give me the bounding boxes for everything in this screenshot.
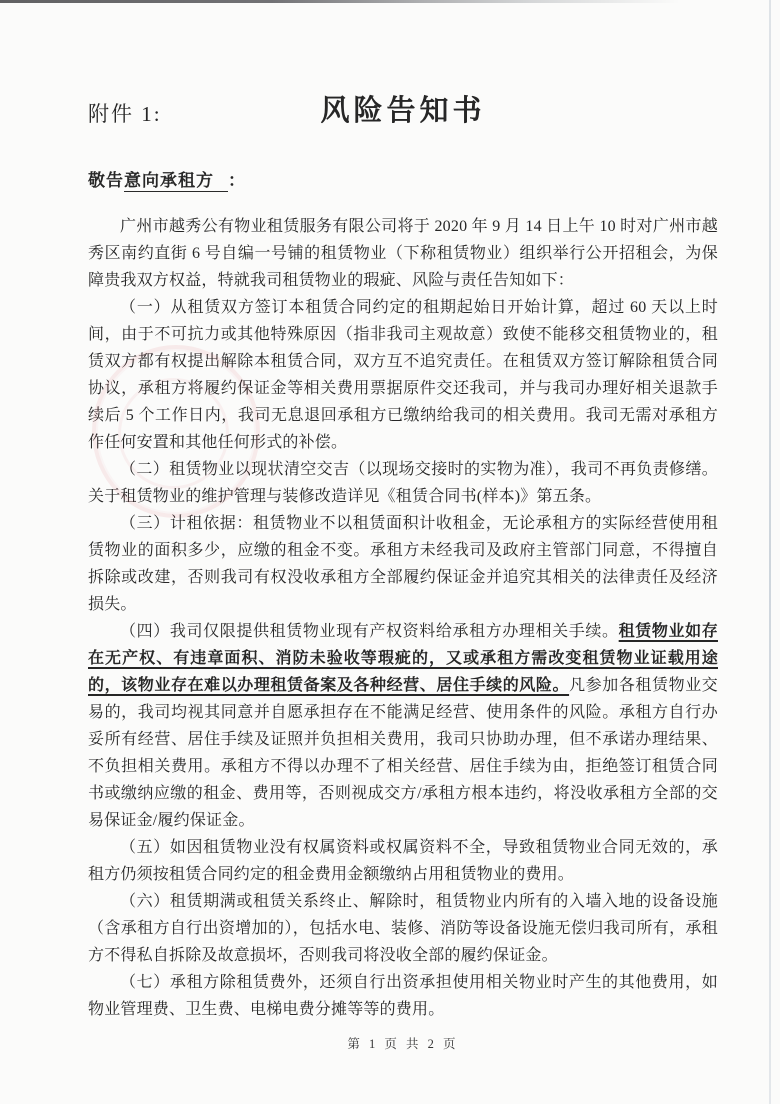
paragraph-clause-2: （二）租赁物业以现状清空交吉（以现场交接时的实物为准），我司不再负责修缮。关于租赁物业的维护管理与装修改造详见《租赁合同书(样本)》第五条。 (88, 461, 718, 505)
attachment-label: 附件 1: (88, 102, 162, 126)
paragraph-clause-3: （三）计租依据：租赁物业不以租赁面积计收租金，无论承租方的实际经营使用租赁物业的面积多少，应缴的租金不变。承租方未经我司及政府主管部门同意，不得擅自拆除或改建，否则我司有权没收承租方全部履约保证金并追究其相关的法律责任及经济损失。 (88, 515, 718, 613)
scan-artifact-right-edge (769, 0, 771, 1104)
salutation-colon: ： (228, 171, 246, 190)
salutation-line (88, 166, 718, 191)
paragraph-clause-1: （一）从租赁双方签订本租赁合同约定的租期起始日开始计算，超过 60 天以上时间，由于不可抗力或其他特殊原因（指非我司主观故意）致使不能移交租赁物业的，租赁双方都有权提出解除本租赁合同，双方互不追究责任。在租赁双方签订解除租赁合同协议，承租方将履约保证金等相关费用票据原件交还我司，并与我司办理好相关退款手续后 5 个工作日内，我司无息退回承租方已缴纳给我司的相关费用。我司无需对承租方作任何安置和其他任何形式的补偿。 (88, 299, 718, 451)
document-body (88, 213, 718, 1023)
page-number-indicator: 第 1 页 共 2 页 (347, 1037, 459, 1051)
paragraph-intro: 广州市越秀公有物业租赁服务有限公司将于 2020 年 9 月 14 日上午 10 时对广州市越秀区南约直街 6 号自编一号铺的租赁物业（下称租赁物业）组织举行公开招租会，为保障贵我双方权益，特就我司租赁物业的瑕疵、风险与责任告知如下： (88, 218, 718, 289)
salutation-addressee-underlined: 意向承租方 (124, 171, 228, 192)
paragraph-clause-5: （五）如因租赁物业没有权属资料或权属资料不全，导致租赁物业合同无效的，承租方仍须按租赁合同约定的租金费用金额缴纳占用租赁物业的费用。 (88, 839, 718, 883)
paragraph-clause-7: （七）承租方除租赁费外，还须自行出资承担使用相关物业时产生的其他费用，如物业管理费、卫生费、电梯电费分摊等等的费用。 (88, 974, 718, 1018)
scan-artifact-top-edge (0, 0, 680, 3)
salutation-prefix: 敬告 (88, 171, 124, 190)
page-title: 风险告知书 (320, 95, 486, 127)
document-heading (88, 90, 718, 132)
clause-4-lead: （四）我司仅限提供租赁物业现有产权资料给承租方办理相关手续。 (120, 623, 619, 640)
paragraph-clause-4 (88, 618, 718, 834)
clause-4-tail: 凡参加各租赁物业交易的，我司均视其同意并自愿承担存在不能满足经营、使用条件的风险。承租方自行办妥所有经营、居住手续及证照并负担相关费用，我司只协助办理，但不承诺办理结果、不负担相关费用。承租方不得以办理不了相关经营、居住手续为由，拒绝签订租赁合同书或缴纳应缴的租金、费用等，否则视成交方/承租方根本违约，将没收承租方全部的交易保证金/履约保证金。 (88, 677, 718, 829)
clause-4-underlined-risk-statement: 租赁物业如存在无产权、有违章面积、消防未验收等瑕疵的，又或承租方需改变租赁物业证载用途的，该物业存在难以办理租赁备案及各种经营、居住手续的风险。 (88, 623, 718, 694)
paragraph-clause-6: （六）租赁期满或租赁关系终止、解除时，租赁物业内所有的入墙入地的设备设施（含承租方自行出资增加的），包括水电、装修、消防等设备设施无偿归我司所有，承租方不得私自拆除及故意损坏，否则我司将没收全部的履约保证金。 (88, 893, 718, 964)
